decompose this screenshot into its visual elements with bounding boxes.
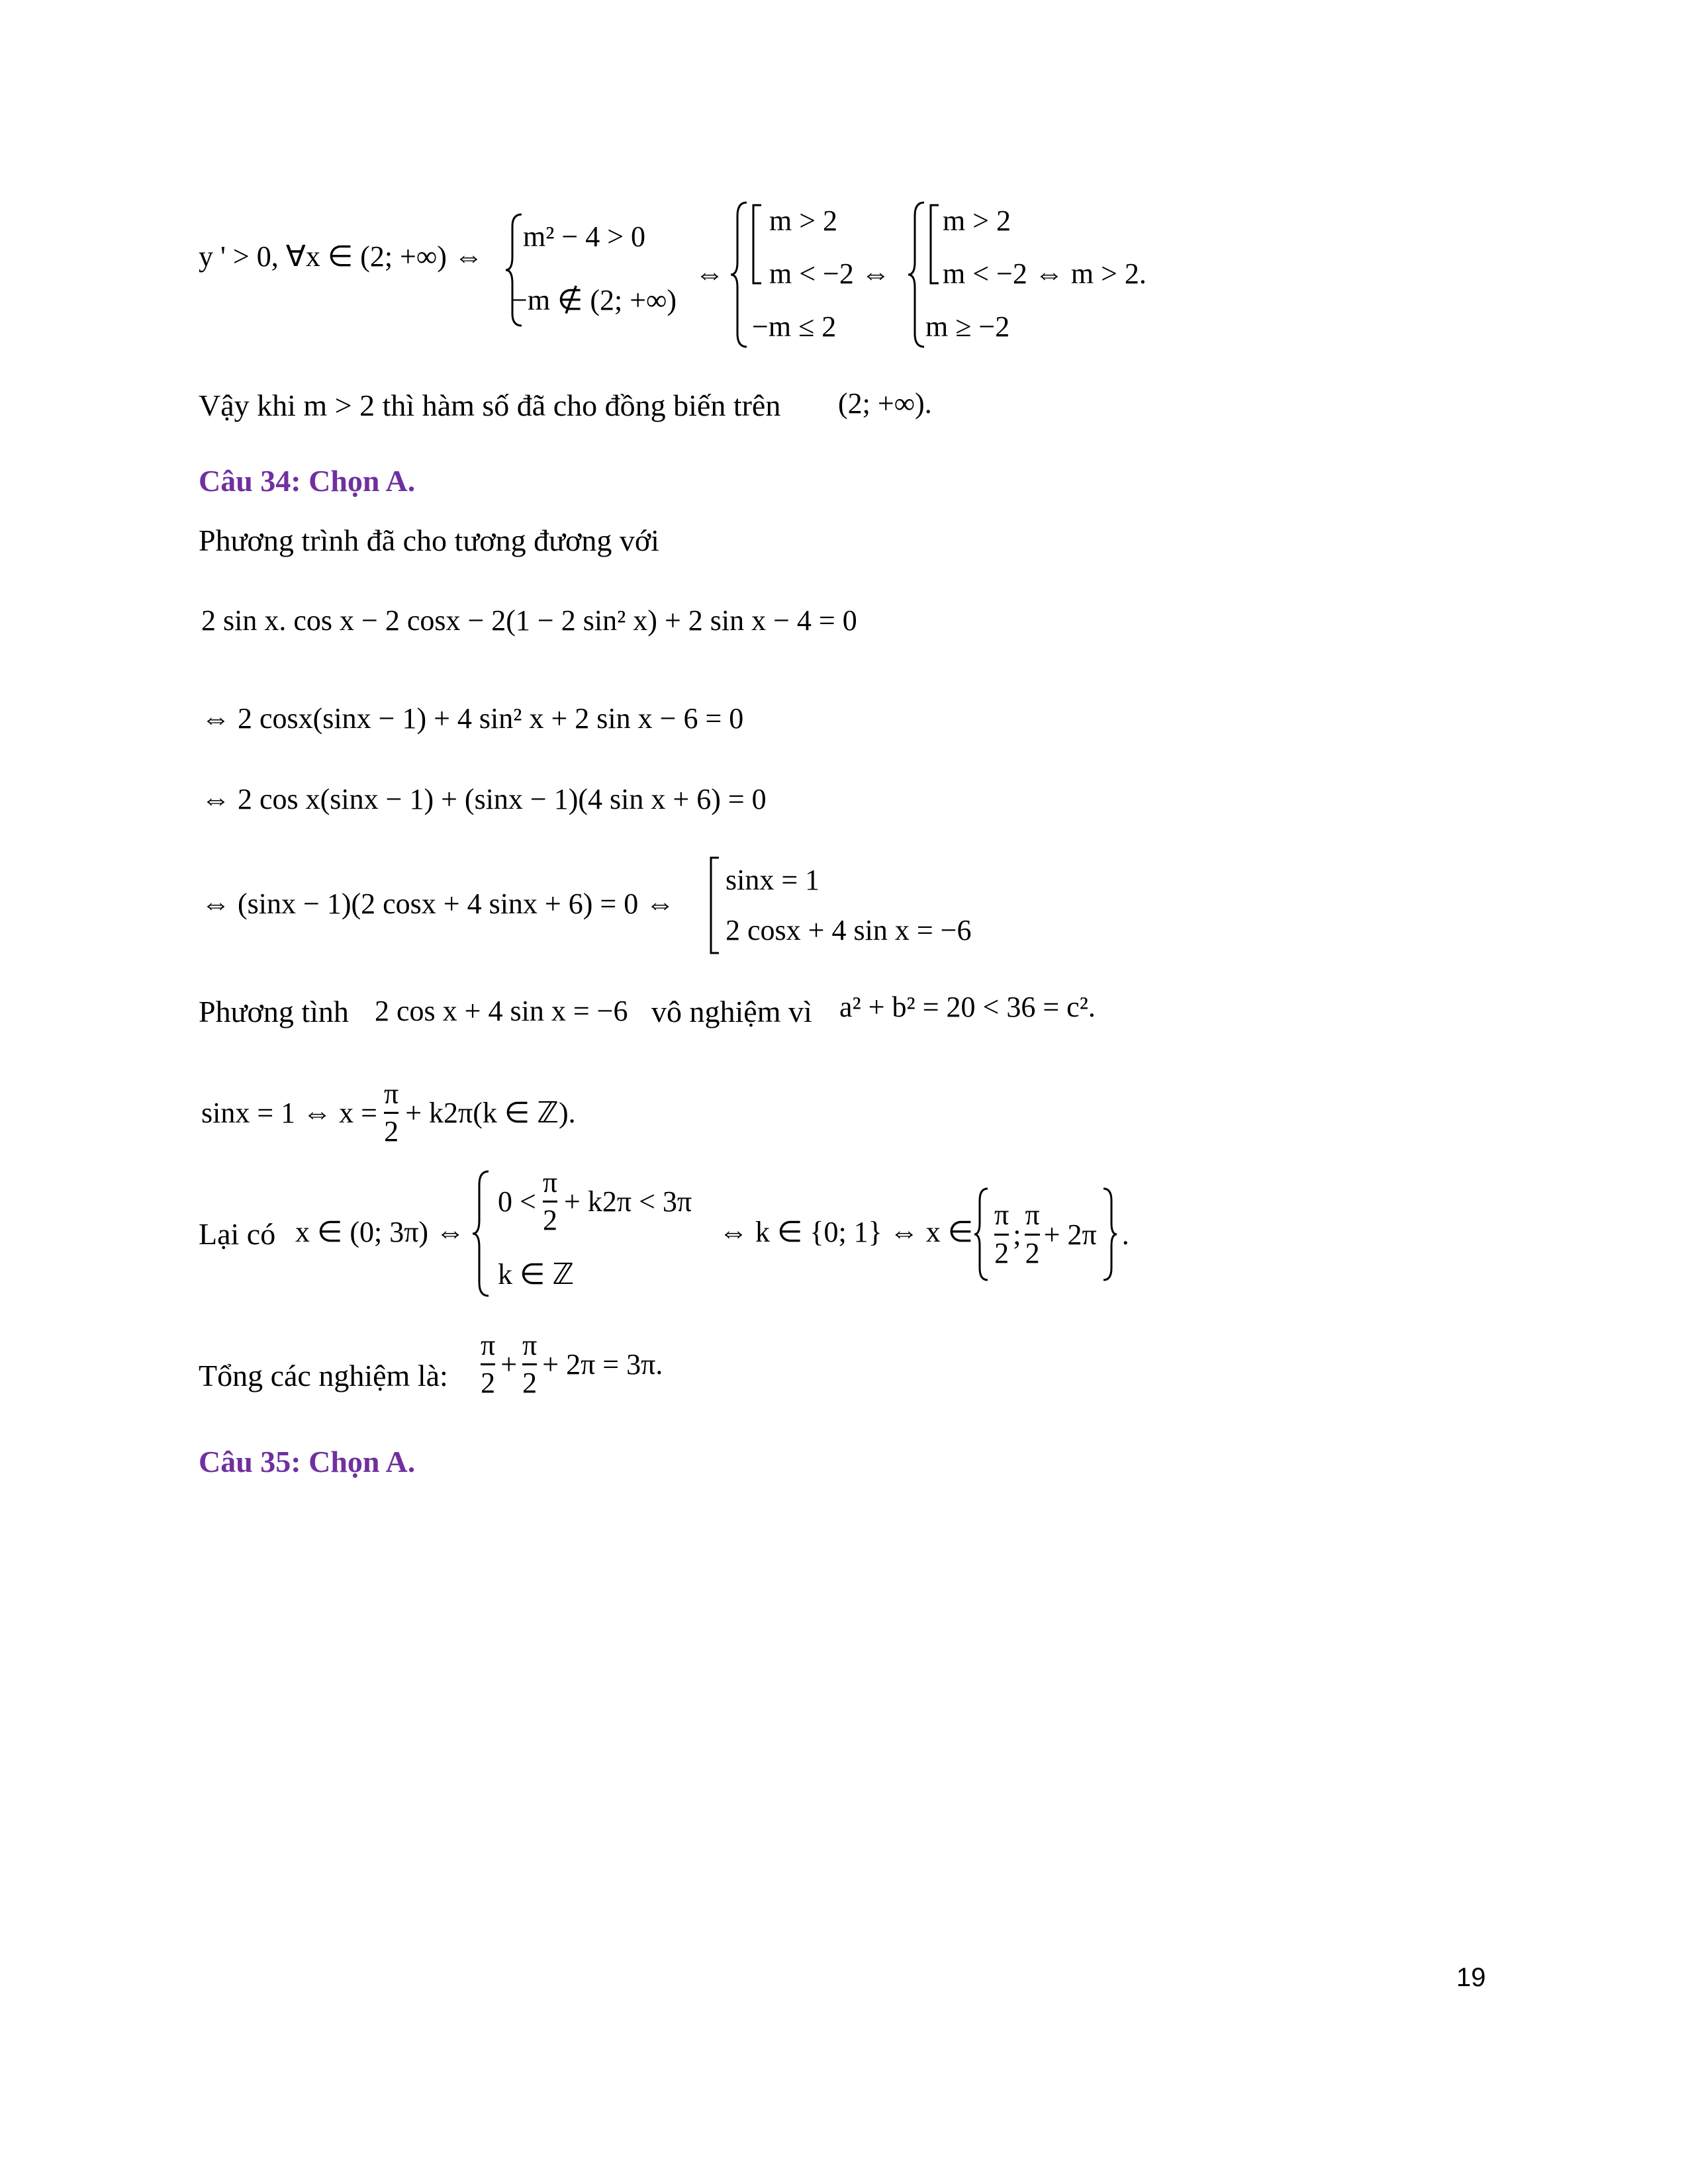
no-solution-reason: vô nghiệm vì (651, 995, 812, 1028)
range-fraction (543, 1167, 557, 1236)
fraction-bar (1025, 1234, 1039, 1236)
conclusion-33: Vậy khi m > 2 thì hàm số đã cho đồng biến trên (199, 388, 781, 422)
set-fraction-1-den: 2 (994, 1236, 1009, 1269)
sum-expression (481, 1330, 663, 1398)
range-sys-a-pre: 0 < (498, 1185, 536, 1218)
heading-cau-34: Câu 34: Chọn A. (199, 464, 416, 498)
sum-fraction-2-den: 2 (522, 1367, 538, 1400)
range-k: ⇔ k ∈ {0; 1} ⇔ x ∈ (719, 1216, 974, 1248)
case-a: sinx = 1 (726, 864, 820, 896)
set-post: + 2π (1043, 1218, 1097, 1251)
system3-line-c: m ≥ −2 (925, 310, 1010, 343)
sum-fraction-2 (522, 1330, 537, 1398)
sum-plus: + (500, 1348, 518, 1381)
fraction-bar (522, 1363, 537, 1365)
system2-line-c: −m ≤ 2 (752, 310, 837, 343)
no-solution-prefix: Phương tình (199, 995, 349, 1028)
equation-3: ⇔ 2 cos x(sinx − 1) + (sinx − 1)(4 sin x + 6) = 0 (201, 783, 767, 815)
equiv-arrow-1: ⇔ (695, 257, 724, 290)
range-prefix: Lại có (199, 1217, 276, 1251)
fraction-bar (384, 1112, 399, 1114)
equation-2: ⇔ 2 cosx(sinx − 1) + 4 sin² x + 2 sin x − 6 = 0 (201, 702, 744, 735)
set-fraction-1-num: π (994, 1199, 1009, 1232)
sum-fraction-1-num: π (481, 1329, 496, 1361)
sum-fraction-2-num: π (522, 1329, 538, 1361)
set-fraction-1 (994, 1200, 1009, 1268)
sum-fraction-1-den: 2 (481, 1367, 496, 1400)
range-system-a (498, 1167, 692, 1236)
equation-1: 2 sin x. cos x − 2 cosx − 2(1 − 2 sin² x) + 2 sin x − 4 = 0 (201, 604, 857, 637)
derivative-condition: y ' > 0, ∀x ∈ (2; +∞) ⇔ (199, 240, 483, 273)
system1-line-a: m² − 4 > 0 (523, 220, 646, 253)
system1-line-b: −m ∉ (2; +∞) (511, 284, 677, 316)
range-sys-a-post: + k2π < 3π (564, 1185, 692, 1218)
set-fraction-2 (1025, 1200, 1039, 1268)
solution-set (973, 1185, 1129, 1284)
fraction-bar (481, 1363, 495, 1365)
solution-left: sinx = 1 ⇔ x = (201, 1097, 377, 1130)
range-fraction-num: π (542, 1166, 558, 1199)
case-b: 2 cosx + 4 sin x = −6 (726, 914, 972, 946)
page-number: 19 (1456, 1963, 1486, 1992)
sum-tail: + 2π = 3π. (542, 1348, 663, 1381)
sum-prefix: Tổng các nghiệm là: (199, 1359, 448, 1392)
system2-line-b: m < −2 ⇔ (769, 257, 890, 290)
range-system-b: k ∈ ℤ (498, 1258, 575, 1291)
intro-34: Phương trình đã cho tương đương với (199, 523, 659, 557)
solution-right: + k2π(k ∈ ℤ). (405, 1097, 576, 1130)
no-solution-condition: a² + b² = 20 < 36 = c². (839, 991, 1096, 1023)
solution-fraction-num: π (383, 1077, 399, 1110)
set-close-brace (1101, 1185, 1118, 1284)
set-end: . (1121, 1218, 1129, 1251)
heading-cau-35: Câu 35: Chọn A. (199, 1445, 416, 1479)
solution-fraction (384, 1079, 399, 1147)
no-solution-equation: 2 cos x + 4 sin x = −6 (375, 995, 628, 1027)
conclusion-33-interval: (2; +∞). (838, 387, 932, 420)
range-brace (471, 1167, 491, 1300)
cases-bracket (706, 854, 722, 960)
sum-fraction-1 (481, 1330, 495, 1398)
range-condition: x ∈ (0; 3π) ⇔ (295, 1216, 465, 1248)
set-fraction-2-den: 2 (1025, 1236, 1040, 1269)
solution-fraction-den: 2 (384, 1115, 399, 1148)
equation-4: ⇔ (sinx − 1)(2 cosx + 4 sinx + 6) = 0 ⇔ (201, 887, 675, 920)
system2-line-a: m > 2 (769, 205, 838, 237)
range-fraction-den: 2 (542, 1204, 557, 1237)
set-open-brace (973, 1185, 990, 1284)
system3-line-a: m > 2 (943, 205, 1011, 237)
set-fraction-2-num: π (1025, 1199, 1040, 1232)
system3-line-b: m < −2 ⇔ m > 2. (943, 257, 1147, 290)
solution-line (201, 1079, 576, 1147)
fraction-bar (543, 1201, 557, 1203)
fraction-bar (994, 1234, 1009, 1236)
set-separator: ; (1013, 1218, 1021, 1251)
